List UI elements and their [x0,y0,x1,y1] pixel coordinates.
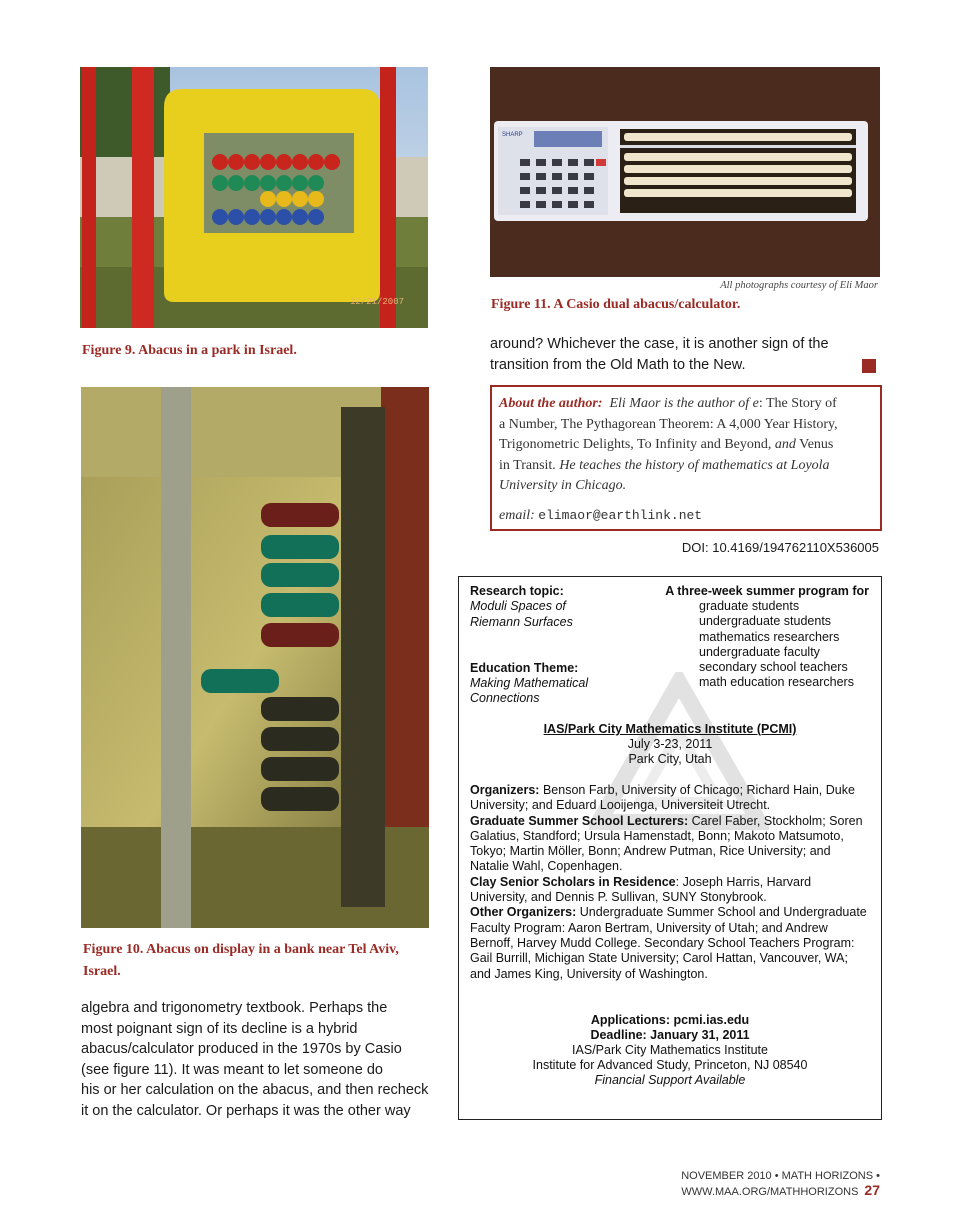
photo-credit: All photographs courtesy of Eli Maor [720,280,878,291]
figure-10-caption: Figure 10. Abacus on display in a bank near Tel Aviv, Israel. [83,942,399,979]
doi: DOI: 10.4169/194762110X536005 [681,540,879,555]
body-line: most poignant sign of its decline is a hybrid [81,1020,358,1037]
body-line: his or her calculation on the abacus, and then recheck [81,1082,429,1098]
program-heading: A three-week summer program for [665,584,869,598]
figure-11-photo [490,67,880,277]
page-footer [480,1170,880,1198]
applications-link[interactable]: Applications: pcmi.ias.edu [590,1013,750,1027]
email-link[interactable]: elimaor@earthlink.net [538,507,703,523]
footer-text: NOVEMBER 2010 • MATH HORIZONS • WWW.MAA.ORG/MATHHORIZONS [681,1170,880,1198]
right-body-text [490,334,870,375]
page-number: 27 [864,1182,880,1198]
calculator-brand: SHARP [502,132,523,138]
institute-title: IAS/Park City Mathematics Institute (PCMI) [543,722,797,736]
email-label: email: [499,507,535,523]
organizers-block: Organizers: Benson Farb, University of Chicago; Richard Hain, Duke University; and Eduard Looijenga, Universiteit Utrecht. Graduate Summer School Lecturers: Carel Faber, Stockholm; Soren Galatius, Standford; Ursula Hamenstadt, Bonn; Makoto Matsumoto, Tokyo; Martin Möller, Bonn; Andrew Putman, Rice University; and Natalie Wahl, Copenhagen. Clay Senior Scholars in Residence: Joseph Harris, Harvard University, and Dennis P. Sullivan, SUNY Stonybrook. Other Organizers: Undergraduate Summer School and Undergraduate Faculty Program: Aaron Bertram, University of Utah; and Andrew Bernoff, Harvey Mudd College. Secondary School Teachers Program: Gail Burrill, Michigan State University; Carol Hattan, Vancouver, WA; and James King, University of Washington. [470,783,867,981]
about-the-author-box: About the author: Eli Maor is the author of e: The Story of a Number, The Pythagorean Theorem: A 4,000 Year History, Trigonometric Delights, To Infinity and Beyond, and Venus in Transit. He teaches the history of mathematics at Loyola University in Chicago. email: elimaor@earthlink.net [490,385,882,531]
date-stamp: 12/21/2007 [350,297,405,307]
body-line: transition from the Old Math to the New. [490,356,746,373]
research-topic-label: Research topic: [470,584,564,598]
program-audience-list: graduate students undergraduate students mathematics researchers undergraduate faculty secondary school teachers math education researchers [699,599,854,690]
figure-11-caption: Figure 11. A Casio dual abacus/calculator. [491,297,741,312]
pcmi-advertisement: Research topic: Moduli Spaces of Riemann Surfaces A three-week summer program for graduate students undergraduate students mathematics researchers undergraduate faculty secondary school teachers math education researchers Education Theme: Making Mathematical Connections IAS/Park City Mathematics Institute (PCMI) July 3-23, 2011 Park City, Utah Organizers: Benson Farb, University of Chicago; Richard Hain, Duke University; and Eduard Looijenga, Universiteit Utrecht. Graduate Summer School Lecturers: Carel Faber, Stockholm; Soren Galatius, Standford; Ursula Hamenstadt, Bonn; Makoto Matsumoto, Tokyo; Martin Möller, Bonn; Andrew Putman, Rice University; and Natalie Wahl, Copenhagen. Clay Senior Scholars in Residence: Joseph Harris, Harvard University, and Dennis P. Sullivan, SUNY Stonybrook. Other Organizers: Undergraduate Summer School and Undergraduate Faculty Program: Aaron Bertram, University of Utah; and Andrew Bernoff, Harvey Mudd College. Secondary School Teachers Program: Gail Burrill, Michigan State University; Carol Hattan, Vancouver, WA; and James King, University of Washington. Applications: pcmi.ias.edu Deadline: January 31, 2011 IAS/Park City Mathematics Institute Institute for Advanced Study, Princeton, NJ 08540 Financial Support Available [458,576,882,1120]
figure-10-photo [81,387,429,928]
author-label: About the author: [499,396,603,411]
deadline: Deadline: January 31, 2011 [590,1028,750,1042]
education-theme-label: Education Theme: [470,661,579,675]
left-body-text [81,998,431,1121]
body-line: around? Whichever the case, it is another sign of the [490,336,829,352]
body-line: it on the calculator. Or perhaps it was the other way [81,1102,411,1119]
body-line: algebra and trigonometry textbook. Perhaps the [81,1000,388,1016]
figure-9-photo [80,67,428,328]
body-line: abacus/calculator produced in the 1970s by Casio [81,1041,402,1057]
body-line: (see figure 11). It was meant to let someone do [81,1061,383,1078]
figure-9-caption: Figure 9. Abacus in a park in Israel. [82,343,297,358]
end-of-article-mark [862,359,876,373]
